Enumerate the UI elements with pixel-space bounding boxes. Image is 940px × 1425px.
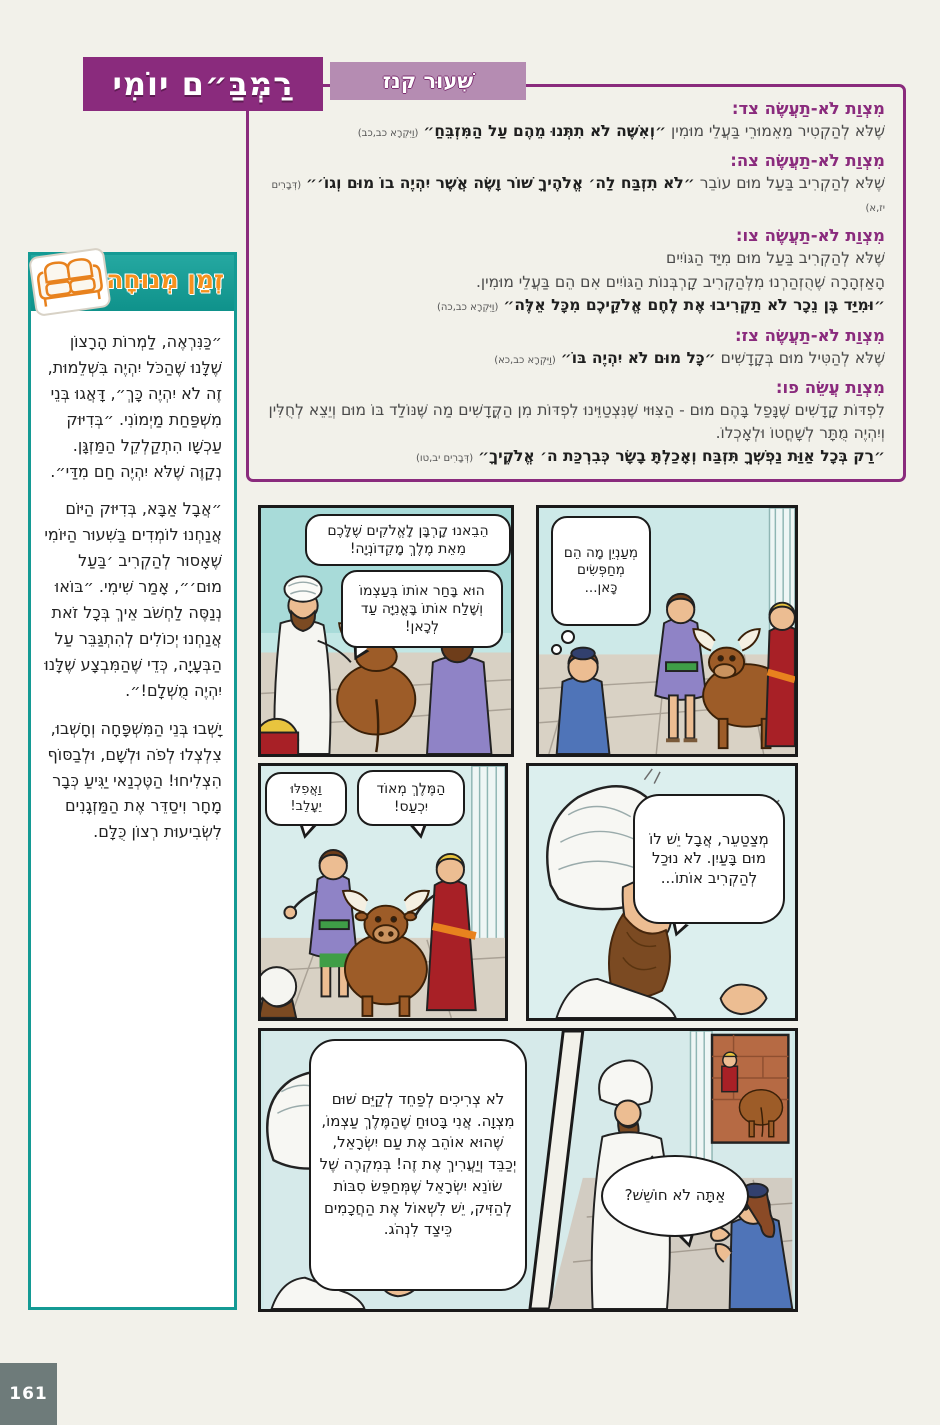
rest-time-title: זְמַן מְנוּחָה — [106, 265, 224, 294]
mitzva-quote: ״רַק בְּכָל אַוַּת נַפְשְׁךָ תִּזְבַּח וְאָכַלְתָּ בָשָׂר כְּבִרְכַּת ה׳ אֱלֹקֶיךָ״ — [478, 447, 885, 466]
lesson-label-text: שִׁעוּר קנז — [382, 69, 474, 93]
speech-bubble: אַתָּה לֹא חוֹשֵׁשׁ? — [601, 1155, 749, 1237]
inset-picture — [712, 1035, 788, 1143]
comic-panel-5 — [258, 1028, 798, 1312]
speech-bubble: הַמֶּלֶךְ מְאוֹד יִכְעַס! — [357, 770, 465, 826]
story-paragraph: ״כַּנִּרְאֶה, לַמְרוֹת הָרָצוֹן שֶׁלָּנוּ שֶׁהַכֹּל יִהְיֶה בִּשְׁלֵמוּת, זֶה לֹא יִהְיֶה כָּךְ״, דָּאֲגוּ בְּנֵי מִשְׁפַּחַת מַיְמוֹנִי. ״בְּדִיּוּק עַכְשָׁו הִתְקַלְקֵל הַמַּזְגָּן. נְקַוֶּה שֶׁלֹּא יִהְיֶה חַם מִדַּי״. — [47, 332, 222, 481]
mitzva-title: מִצְוַת לֹא-תַעֲשֶׂה צז: — [734, 325, 885, 345]
mitzva-text: שֶׁלֹּא לְהַקְטִיר מֵאֵמוּרֵי בַּעֲלֵי מוּמִין — [671, 122, 885, 140]
mitzva-citation: (וַיִּקְרָא כב,כה) — [437, 302, 499, 314]
mitzva-quote: ״וּמִיַּד בֶּן נֵכָר לֹא תַקְרִיבוּ אֶת לֶחֶם אֱלֹקֵיכֶם מִכָּל אֵלֶּה״ — [503, 296, 885, 315]
mitzva-quote: ״וְאִשֶּׁה לֹא תִתְּנוּ מֵהֶם עַל הַמִּזְבֵּחַ״ — [423, 122, 667, 140]
mitzva-section — [263, 226, 885, 316]
inset-man-red — [722, 1052, 738, 1092]
mitzvot-box — [246, 84, 906, 482]
mitzva-title: מִצְוַת לֹא-תַעֲשֶׂה צה: — [730, 151, 885, 171]
man-red-shoulder — [261, 733, 298, 754]
speech-bubble: הֵבֵאנוּ קָרְבָּן לָאֱלֹקִים שֶׁלָּכֶם מֵאֵת מֶלֶךְ מָקֵדוֹנְיָה! — [305, 514, 511, 566]
mitzva-description: הָאַזְהָרָה שֶׁהֻזְהַרְנוּ מִלְּהַקְרִיב קָרְבְּנוֹת הַגּוֹיִים אִם הֵם בַּעֲלֵי מוּמִין. — [475, 272, 885, 291]
page-number: 161 — [0, 1363, 57, 1425]
mitzva-citation: (דְּבָרִים יז,א) — [271, 180, 885, 214]
mitzva-quote: ״כָּל מוּם לֹא יִהְיֶה בּוֹ״ — [560, 348, 716, 367]
comic-panel-4 — [258, 763, 508, 1021]
comic-panel-1 — [536, 505, 798, 757]
mitzva-citation: (וַיִּקְרָא כב,כב) — [357, 128, 419, 139]
speech-bubble: הוּא בָּחַר אוֹתוֹ בְּעַצְמוֹ וְשָׁלַח אוֹתוֹ בָּאֳנִיָּה עַד לְכָאן! — [341, 570, 503, 648]
comic-panel-2 — [258, 505, 514, 757]
story-paragraph: יָשְׁבוּ בְּנֵי הַמִּשְׁפָּחָה וְחָשְׁבוּ, צִלְצְלוּ לְפֹה וּלְשָׁם, וּלְבַסּוֹף הִצְלִיחוּ! הַטֶּכְנַאי יַגִּיעַ כְּבָר מָחָר וִיסַדֵּר אֶת הַמַּזְגָנִים לִשְׂבִיעוּת רְצוֹן כֻּלָּם. — [47, 718, 222, 842]
mitzva-section — [263, 378, 885, 467]
mitzva-quote: ״לֹא תִזְבַּח לַה׳ אֱלֹהֶיךָ שׁוֹר וָשֶׂה אֲשֶׁר יִהְיֶה בוֹ מוּם וְגוֹ׳״ — [306, 174, 695, 193]
series-title-text: רַמְבַּ״ם יוֹמִי — [112, 65, 294, 103]
mitzva-citation: (דְּבָרִים יב,טו) — [416, 453, 474, 465]
mitzva-text: שֶׁלֹּא לְהַקְרִיב בַּעַל מוּם עוֹבֵר — [699, 174, 885, 193]
lesson-label — [330, 62, 526, 100]
couch-icon — [27, 247, 113, 319]
mitzva-section — [263, 151, 885, 217]
story-paragraph: ״אֲבָל אַבָּא, בְּדִיּוּק הַיּוֹם אֲנַחְנוּ לוֹמְדִים בַּשִּׁעוּר הַיּוֹמִי שֶׁאָסוּר לְהַקְרִיב ׳בַּעַל מוּם׳״, אָמַר שִׁימִי. ״בּוֹאוּ נְנַסֶּה לַחְשֹׁב אֵיךְ בְּכָל זֹאת אֲנַחְנוּ יְכוֹלִים לְהִתְגַּבֵּר עַל הַבְּעָיָה, כְּדֵי שֶׁהַמִּבְצָע שֶׁלָּנוּ יִהְיֶה מֻשְׁלָם!״. — [44, 499, 222, 700]
speech-bubble: לֹא צְרִיכִים לְפַחֵד לְקַיֵּם שׁוּם מִצְוָה. אֲנִי בָּטוּחַ שֶׁהַמֶּלֶךְ עַצְמוֹ, שֶׁהוּא אוֹהֵב אֶת עַם יִשְׂרָאֵל, יְכַבֵּד וְיַעֲרִיךְ אֶת זֶה! בְּמִקְרֶה שֶׁל שׂוֹנֵא יִשְׂרָאֵל שֶׁמְּחַפֵּשׂ סִבּוֹת לְהַזִּיק, יֵשׁ לִשְׁאוֹל אֶת הַחֲכָמִים כֵּיצַד לִנְהֹג. — [309, 1039, 527, 1291]
rest-time-box — [28, 252, 237, 1310]
mitzva-title: מִצְוַת עֲשֵׂה פו: — [775, 378, 885, 398]
mitzva-section — [263, 326, 885, 369]
comic-panel-3 — [526, 763, 798, 1021]
rest-time-header — [31, 255, 234, 311]
thought-bubble: מְעַנְיֵן מָה הֵם מְחַפְּשִׂים כָּאן... — [551, 516, 651, 626]
priest-head-corner — [261, 967, 296, 1018]
mitzva-title: מִצְוַת לֹא-תַעֲשֶׂה צו: — [735, 226, 885, 246]
speech-bubble: וַאֲפִלּוּ יֵעָלֵב! — [265, 772, 347, 826]
mitzva-section — [263, 99, 885, 142]
mitzva-text: שֶׁלֹּא לְהַטִּיל מוּם בְּקָדָשִׁים — [720, 348, 885, 367]
speech-bubble: מְצַטַעֵר, אֲבָל יֵשׁ לוֹ מוּם בָּעַיִן. לֹא נוּכַל לְהַקְרִיב אוֹתוֹ... — [633, 794, 785, 924]
mitzva-title: מִצְוַת לֹא-תַעֲשֶׂה צד: — [731, 99, 885, 118]
rest-time-story — [31, 311, 234, 845]
window-frame — [472, 766, 505, 951]
mitzva-citation: (וַיִּקְרָא כב,כא) — [494, 354, 556, 366]
mitzva-text: שֶׁלֹּא לְהַקְרִיב בַּעַל מוּם מִיַּד הַגּוֹיִים — [666, 249, 885, 268]
mitzva-text: לִפְדּוֹת קָדָשִׁים שֶׁנָּפַל בָּהֶם מוּם - הַצִּוּוּי שֶׁנִּצְטַוֵּינוּ לִפְדּוֹת מִן הַקֳּדָשִׁים מַה שֶּׁנּוֹלַד בּוֹ מוּם וְיֵצֵא לְחֻלִּין וְיִהְיֶה מֻתָּר לְשָׁחֳטוֹ וּלְאָכְלוֹ. — [268, 401, 885, 442]
